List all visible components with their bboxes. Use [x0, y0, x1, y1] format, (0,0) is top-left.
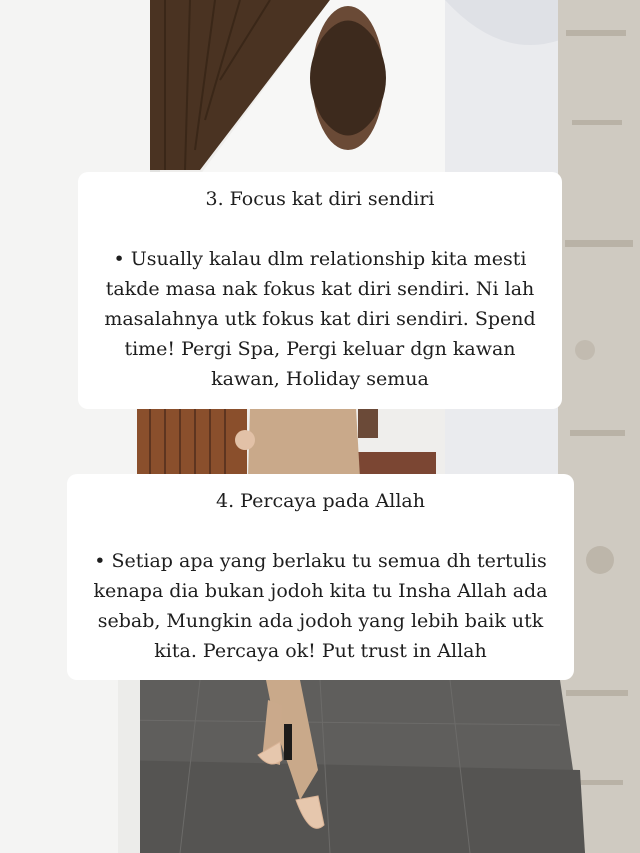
card-body: • Setiap apa yang berlaku tu semua dh tertulis kenapa dia bukan jodoh kita tu Insha Allah ada sebab, Mungkin ada jodoh yang lebih baik utk kita. Percaya ok! Put trust in Allah: [93, 550, 548, 662]
stone-wall: [558, 0, 640, 853]
spacer: [94, 214, 546, 244]
tip-card-trust-allah: [67, 474, 574, 680]
card-title: 3. Focus kat diri sendiri: [205, 188, 435, 210]
card-body: • Usually kalau dlm relationship kita mesti takde masa nak fokus kat diri sendiri. Ni lah masalahnya utk fokus kat diri sendiri. Spend time! Pergi Spa, Pergi keluar dgn kawan kawan, Holiday semua: [104, 248, 536, 390]
tip-card-focus-self: [78, 172, 562, 409]
card-title: 4. Percaya pada Allah: [216, 490, 425, 512]
spacer: [83, 516, 558, 546]
wooden-door: [137, 408, 247, 478]
person-dress: [248, 408, 360, 478]
